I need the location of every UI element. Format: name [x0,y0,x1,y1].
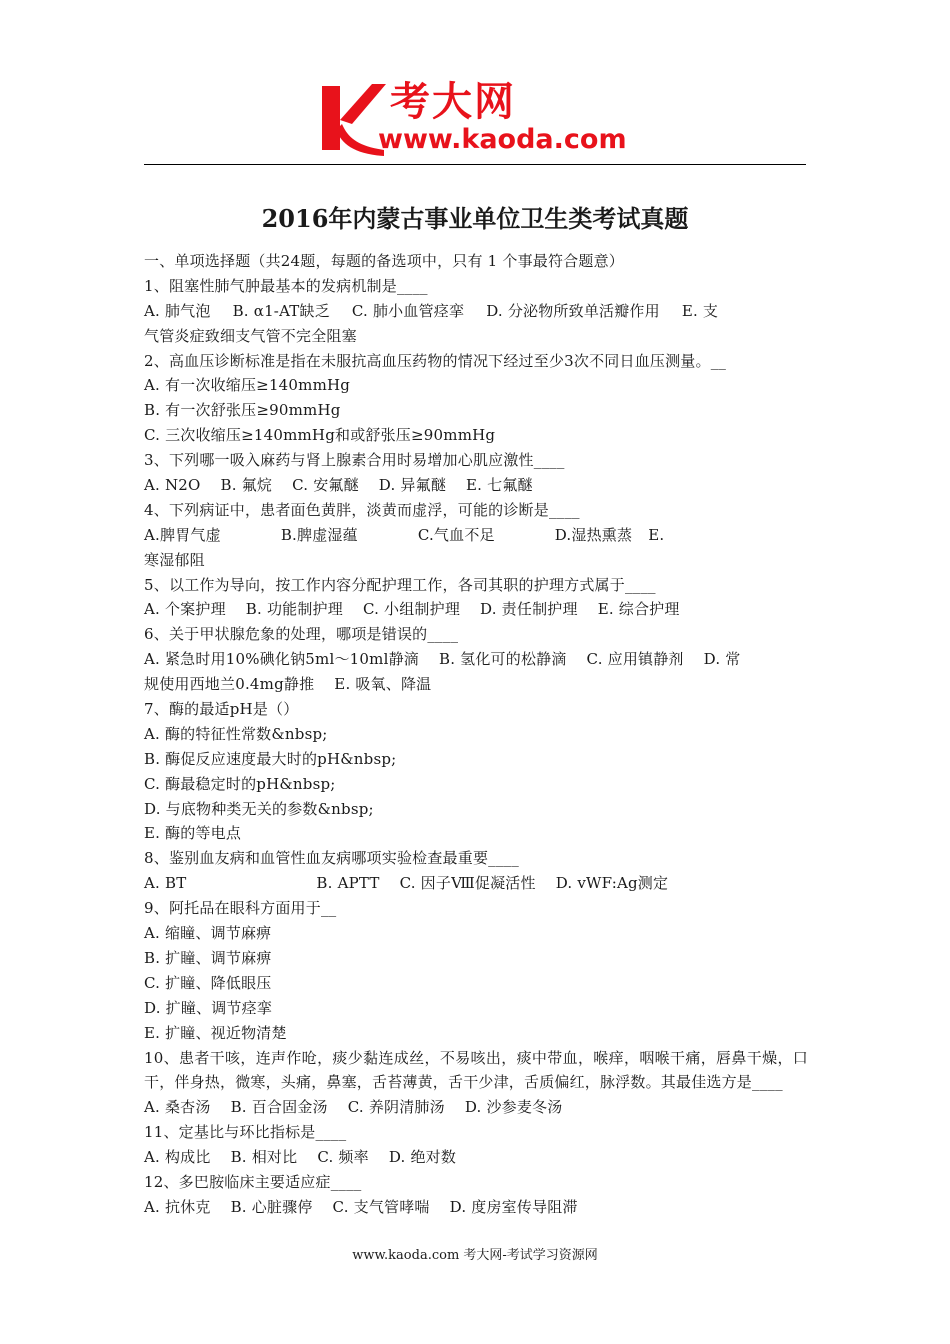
answer-option: A. 缩瞳、调节麻痹 [144,924,272,943]
option-line [144,373,808,398]
kaoda-logo [318,78,648,158]
option-line [144,423,808,448]
header-divider [144,164,806,165]
question-list [144,274,808,1220]
answer-option: E. 七氟醚 [466,476,533,495]
answer-option: C.气血不足 [417,525,495,544]
question-stem: 5、以工作为导向，按工作内容分配护理工作，各司其职的护理方式属于____ [144,575,656,594]
answer-option: E. 综合护理 [597,600,680,619]
option-line [144,324,808,349]
question-stem: 12、多巴胺临床主要适应症____ [144,1172,362,1191]
answer-option: B. 相对比 [230,1148,298,1167]
answer-option: B. 扩瞳、调节麻痹 [144,948,272,967]
answer-option: C. 支气管哮喘 [332,1197,430,1216]
option-line [144,1195,808,1220]
answer-option: C. 养阴清肺汤 [347,1098,445,1117]
answer-option: E. 吸氧、降温 [334,675,432,694]
answer-option: D. 扩瞳、调节痉挛 [144,998,273,1017]
answer-option: D. 常 [703,650,741,669]
answer-option: A. 紧急时用10%碘化钠5ml～10ml静滴 [144,650,419,669]
option-line [144,747,808,772]
option-line [144,797,808,822]
answer-option: A. 构成比 [144,1148,211,1167]
answer-option: A. 肺气泡 [144,301,211,320]
option-line [144,722,808,747]
question-stem: 8、鉴别血友病和血管性血友病哪项实验检查最重要____ [144,849,519,868]
answer-option: B. 心脏骤停 [230,1197,313,1216]
answer-option: E. 扩瞳、视近物清楚 [144,1023,287,1042]
section-heading: 一、单项选择题（共24题，每题的备选项中，只有 1 个事最符合题意） [144,252,624,270]
option-line [144,523,808,548]
logo-url: www.kaoda.com [378,124,627,155]
answer-option: B. 氢化可的松静滴 [438,650,567,669]
logo-chinese-name: 考大网 [390,79,516,125]
option-line [144,299,808,324]
page-footer: www.kaoda.com 考大网-考试学习资源网 [352,1248,598,1263]
question-stem: 11、定基比与环比指标是____ [144,1123,347,1142]
question-stem: 7、酶的最适pH是（） [144,700,299,719]
option-line [144,672,808,697]
answer-option: C. 应用镇静剂 [586,650,684,669]
answer-option: B. 有一次舒张压≥90mmHg [144,401,341,420]
option-line [144,871,808,896]
option-line [144,647,808,672]
answer-option: B. 氟烷 [220,476,273,495]
answer-option: D. 异氟醚 [378,476,447,495]
answer-option: D. vWF:Ag测定 [555,874,669,893]
answer-option: B. APTT [316,874,380,893]
option-line [144,821,808,846]
answer-option: B. 功能制护理 [245,600,343,619]
document-title: 2016年内蒙古事业单位卫生类考试真题 [261,204,689,233]
answer-option: C. 扩瞳、降低眼压 [144,973,272,992]
answer-option: C. 小组制护理 [362,600,461,619]
answer-option: A. BT [144,874,187,893]
answer-option: C. 三次收缩压≥140mmHg和或舒张压≥90mmHg [144,426,496,445]
answer-option: B. α1-AT缺乏 [232,301,330,320]
option-line [144,597,808,622]
answer-option: D. 绝对数 [388,1148,457,1167]
question-stem: 3、下列哪一吸入麻药与肾上腺素合用时易增加心肌应激性____ [144,451,565,470]
answer-option: A. 个案护理 [144,600,226,619]
answer-option: B. 酶促反应速度最大时的pH&nbsp; [144,749,397,768]
option-line [144,1021,808,1046]
answer-option: A. 桑杏汤 [144,1098,211,1117]
answer-option: B.脾虚湿蕴 [280,525,358,544]
question-stem: 10、患者干咳，连声作呛，痰少黏连成丝，不易咳出，痰中带血，喉痒，咽喉干痛，唇鼻干燥，口干，伴身热，微寒，头痛，鼻塞，舌苔薄黄，舌干少津，舌质偏红，脉浮数。其最佳选方是____ [144,1048,808,1092]
option-line [144,1145,808,1170]
question-stem: 9、阿托品在眼科方面用于__ [144,899,337,918]
question-stem: 1、阻塞性肺气肿最基本的发病机制是____ [144,276,428,295]
answer-option: A.脾胃气虚 [144,525,221,544]
option-line [144,971,808,996]
answer-option: 气管炎症致细支气管不完全阻塞 [144,326,357,345]
answer-option: C. 安氟醚 [292,476,359,495]
answer-option: D.湿热熏蒸 [554,525,633,544]
option-line [144,772,808,797]
option-line [144,1095,808,1120]
answer-option: D. 沙参麦冬汤 [464,1098,563,1117]
option-line [144,946,808,971]
answer-option: A. N2O [144,476,201,495]
answer-option: C. 频率 [317,1148,369,1167]
option-line [144,996,808,1021]
answer-option: B. 百合固金汤 [230,1098,328,1117]
answer-option: D. 分泌物所致单活瓣作用 [486,301,660,320]
answer-option: D. 责任制护理 [480,600,578,619]
option-line [144,548,808,573]
answer-option: 规使用西地兰0.4mg静推 [144,675,315,694]
answer-option: 寒湿郁阻 [144,550,205,569]
answer-option: C. 因子Ⅷ促凝活性 [399,874,536,893]
answer-option: E. 酶的等电点 [144,824,242,843]
option-line [144,398,808,423]
answer-option: A. 有一次收缩压≥140mmHg [144,376,351,395]
answer-option: E. 支 [681,301,719,320]
question-stem: 2、高血压诊断标准是指在未服抗高血压药物的情况下经过至少3次不同日血压测量。__ [144,351,727,370]
answer-option: C. 肺小血管痉挛 [351,301,465,320]
question-stem: 4、下列病证中，患者面色黄胖，淡黄而虚浮，可能的诊断是____ [144,500,580,519]
answer-option: D. 度房室传导阻滞 [449,1197,578,1216]
option-line [144,921,808,946]
answer-option: A. 抗休克 [144,1197,211,1216]
answer-option: A. 酶的特征性常数&nbsp; [144,724,328,743]
exam-content [144,249,808,1220]
answer-option: E. [648,525,665,544]
question-stem: 6、关于甲状腺危象的处理，哪项是错误的____ [144,625,459,644]
answer-option: D. 与底物种类无关的参数&nbsp; [144,799,374,818]
answer-option: C. 酶最稳定时的pH&nbsp; [144,774,336,793]
option-line [144,473,808,498]
